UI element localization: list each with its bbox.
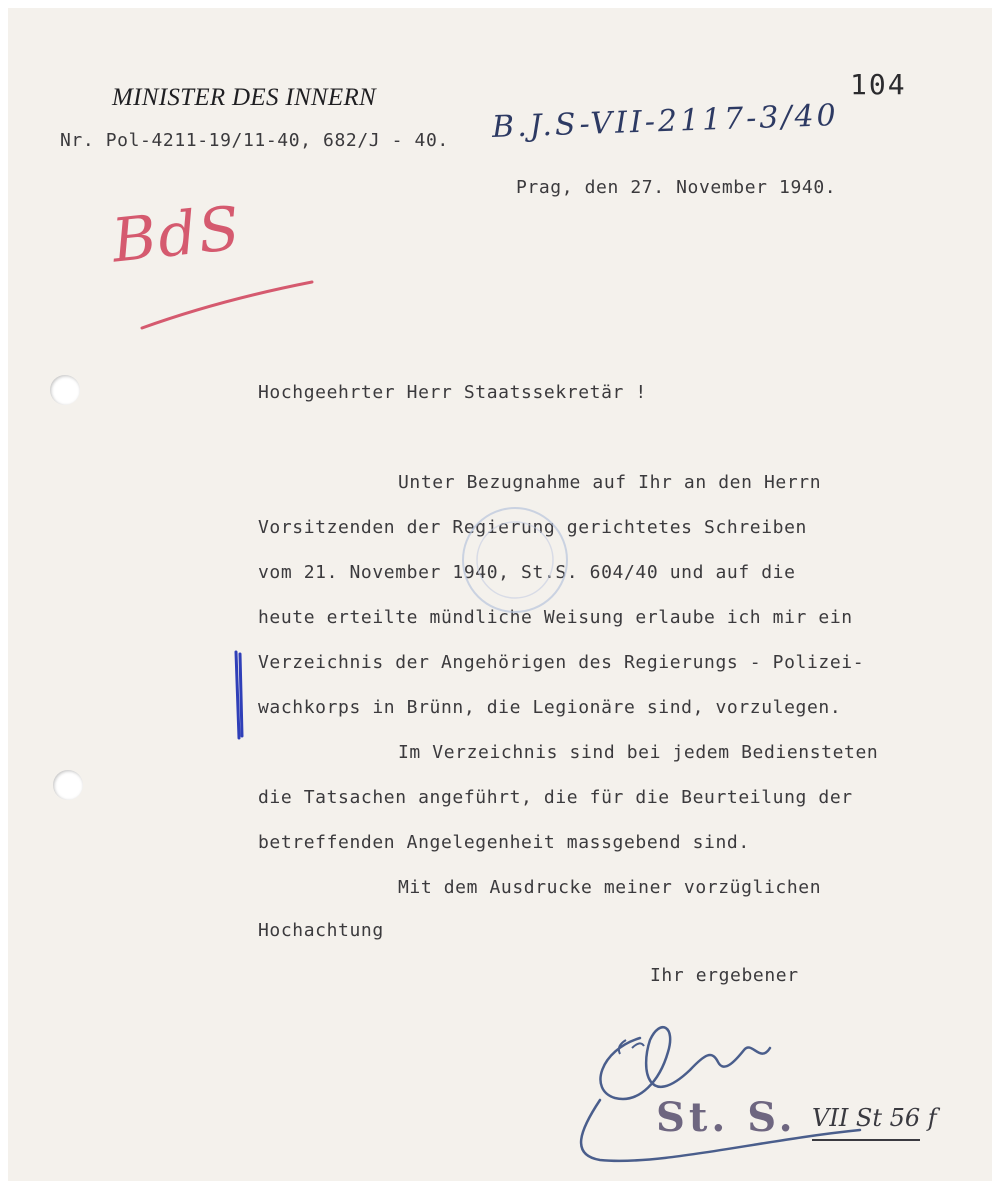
handwritten-reference: B.J.S-VII-2117-3/40 [491,97,840,146]
body-line: Hochachtung [258,920,384,941]
body-line: Vorsitzenden der Regierung gerichtetes Schreiben [258,517,807,538]
body-line: Verzeichnis der Angehörigen des Regierungs - Polizei- [258,652,865,673]
salutation: Hochgeehrter Herr Staatssekretär ! [258,382,647,403]
place-date: Prag, den 27. November 1940. [516,177,837,198]
faint-seal-stamp [463,508,567,612]
body-line: vom 21. November 1940, St.S. 604/40 und auf die [258,562,796,583]
body-line: Im Verzeichnis sind bei jedem Bediensteten [398,742,879,763]
page-number: 104 [850,68,907,101]
body-line: Unter Bezugnahme auf Ihr an den Herrn [398,472,822,493]
routing-mark: BdS [108,193,245,277]
closing: Ihr ergebener [650,965,799,986]
body-line: die Tatsachen angeführt, die für die Beurteilung der [258,787,853,808]
blue-margin-mark [236,652,242,738]
handwritten-note: VII St 56 f [812,1104,937,1132]
red-underline-mark [142,282,312,328]
body-line: Mit dem Ausdrucke meiner vorzüglichen [398,877,822,898]
body-line: betreffenden Angelegenheit massgebend sind. [258,832,750,853]
body-line: heute erteilte mündliche Weisung erlaube ich mir ein [258,607,853,628]
body-line: wachkorps in Brünn, die Legionäre sind, vorzulegen. [258,697,842,718]
letterhead: MINISTER DES INNERN [112,84,377,111]
reference-number: Nr. Pol-4211-19/11-40, 682/J - 40. [60,130,449,151]
stamp-st-s: St. S. [656,1094,797,1141]
